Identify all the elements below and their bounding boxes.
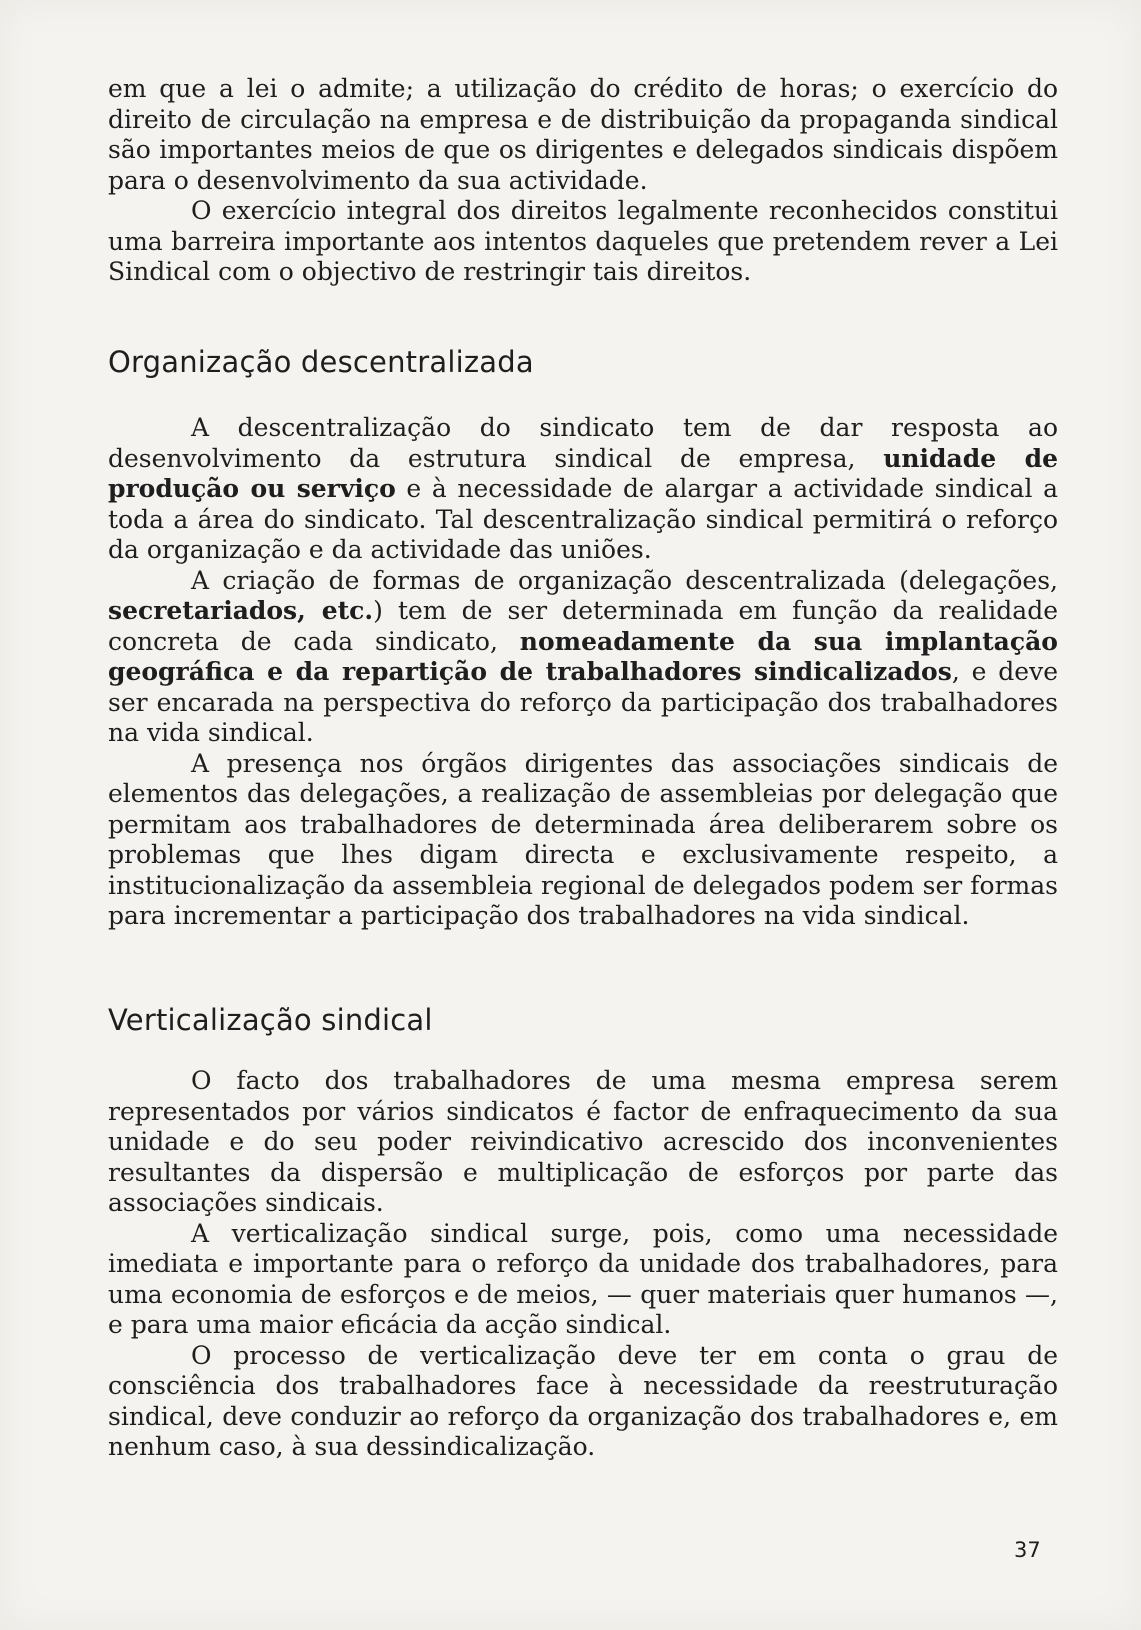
bold-text-run: nomeadamente da sua implantação geográfica e da repartição de trabalhadores sindicalizados (108, 626, 1058, 686)
page-number: 37 (1014, 1538, 1041, 1562)
text-run: ) tem de ser determinada em função da realidade concreta de cada sindicato, (108, 596, 1058, 656)
section2-text-block (108, 1066, 1058, 1463)
intro-paragraph-2: O exercício integral dos direitos legalmente reconhecidos constitui uma barreira importante aos intentos daqueles que pretendem rever a Lei Sindical com o objectivo de restringir tais direitos. (108, 196, 1058, 286)
bold-text-run: secretariados, etc. (108, 596, 374, 625)
text-run: A descentralização do sindicato tem de dar resposta ao desenvolvimento da estrutura sindical de empresa, (108, 413, 1058, 473)
section2-paragraph-1: O facto dos trabalhadores de uma mesma empresa serem representados por vários sindicatos é factor de enfraquecimento da sua unidade e do seu poder reivindicativo acrescido dos inconvenientes resultantes da dispersão e multiplicação de esforços por parte das associações sindicais. (108, 1066, 1058, 1217)
section2-paragraph-3: O processo de verticalização deve ter em conta o grau de consciência dos trabalhadores face à necessidade da reestruturação sindical, deve conduzir ao reforço da organização dos trabalhadores e, em nenhum caso, à sua dessindicalização. (108, 1340, 1058, 1461)
text-run: e à necessidade de alargar a actividade sindical a toda a área do sindicato. Tal descentralização sindical permitirá o reforço da organização e da actividade das uniões. (108, 474, 1058, 564)
section1-paragraph-3: A presença nos órgãos dirigentes das associações sindicais de elementos das delegações, a realização de assembleias por delegação que permitam aos trabalhadores de determinada área deliberarem sobre os problemas que lhes digam directa e exclusivamente respeito, a institucionalização da assembleia regional de delegados podem ser formas para incrementar a participação dos trabalhadores na vida sindical. (108, 748, 1058, 930)
section-heading-organizacao: Organização descentralizada (108, 345, 534, 379)
intro-paragraph-1: em que a lei o admite; a utilização do crédito de horas; o exercício do direito de circulação na empresa e de distribuição da propaganda sindical são importantes meios de que os dirigentes e delegados sindicais dispõem para o desenvolvimento da sua actividade. (108, 74, 1058, 195)
section1-paragraph-1 (108, 413, 1058, 566)
section1-text-block (108, 413, 1058, 932)
section1-paragraph-2 (108, 566, 1058, 749)
bold-text-run: unidade de produção ou serviço (108, 443, 1058, 503)
text-run: A criação de formas de organização descentralizada (delegações, (191, 565, 1058, 595)
text-run: , e deve ser encarada na perspectiva do reforço da participação dos trabalhadores na vida sindical. (108, 657, 1058, 747)
intro-text-block (108, 74, 1058, 288)
section-heading-verticalizacao: Verticalização sindical (108, 1003, 433, 1037)
section2-paragraph-2: A verticalização sindical surge, pois, como uma necessidade imediata e importante para o reforço da unidade dos trabalhadores, para uma economia de esforços e de meios, — quer materiais quer humanos —, e para uma maior eficácia da acção sindical. (108, 1218, 1058, 1339)
